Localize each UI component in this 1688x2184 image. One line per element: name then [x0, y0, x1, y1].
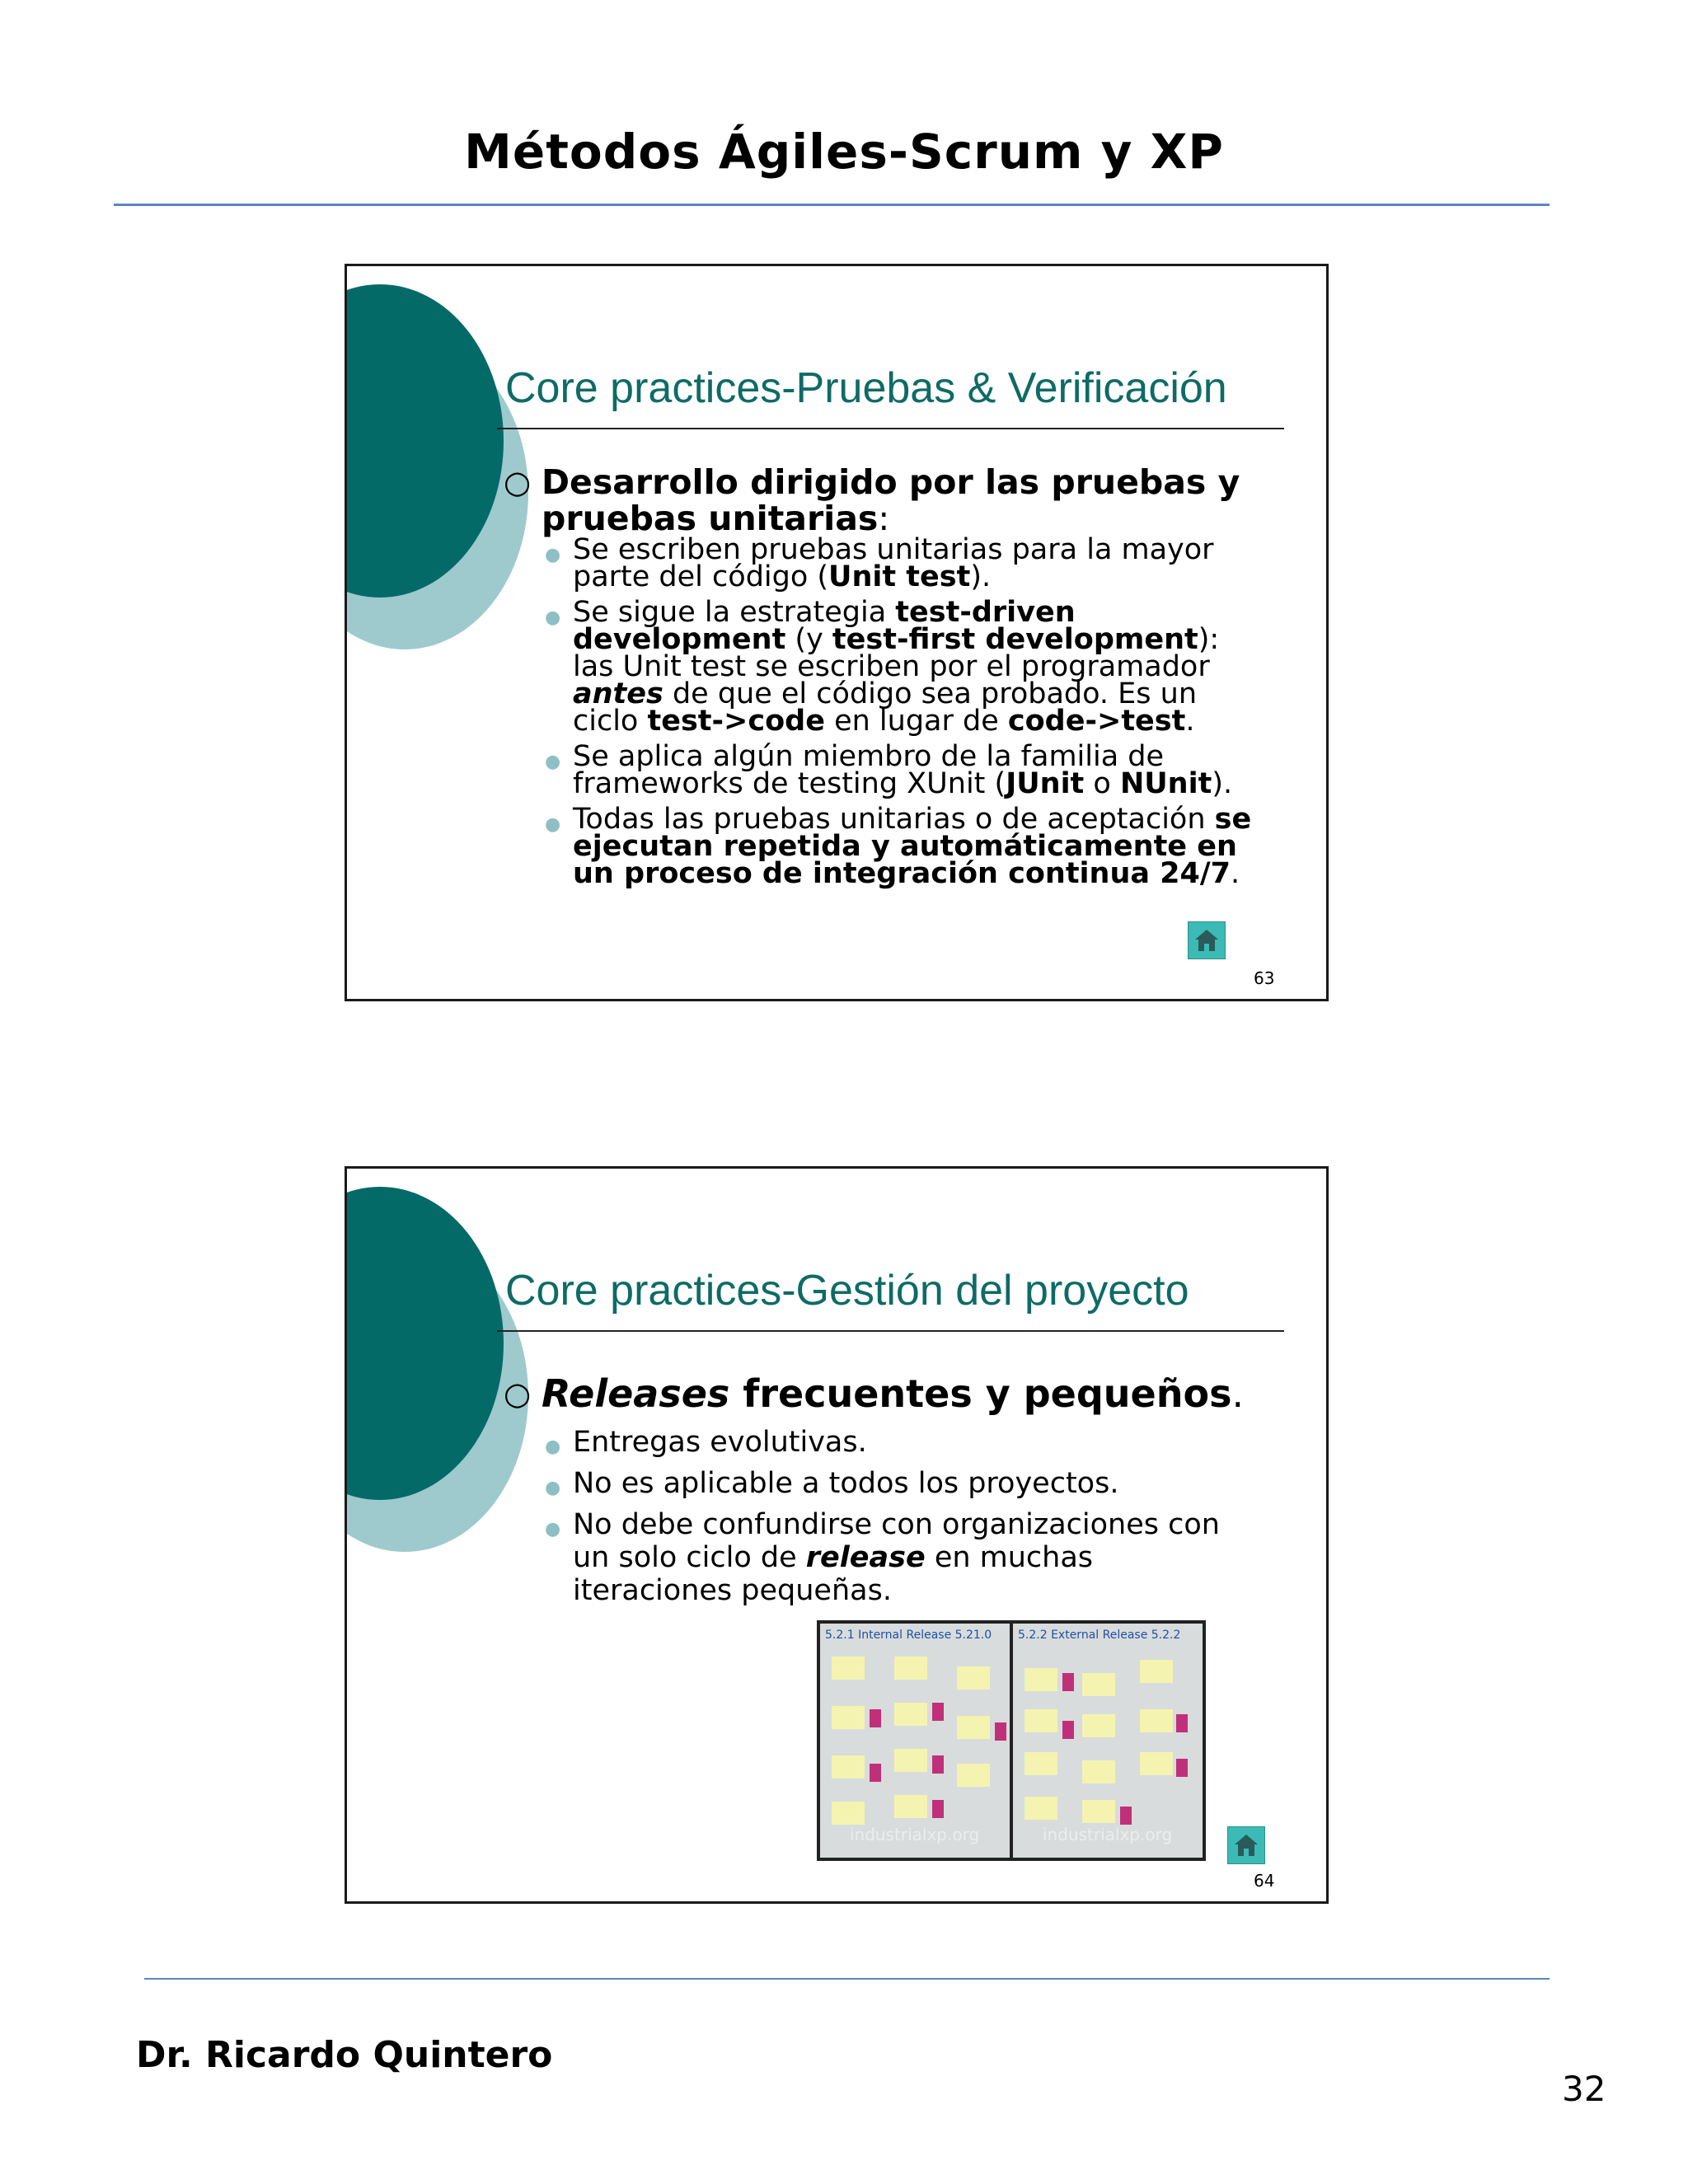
sub-bullet-list — [545, 533, 1254, 896]
sub-bullet-text: release — [805, 1541, 926, 1574]
slide-number: 63 — [1254, 968, 1275, 988]
main-bullet-text: Desarrollo dirigido por las pruebas y pruebas unitarias — [542, 462, 1240, 538]
sub-bullet-text: code->test — [1007, 705, 1186, 738]
header-divider — [114, 204, 1550, 206]
sub-bullet-text: Se aplica algún miembro de la familia de frameworks de testing XUnit ( — [573, 740, 1165, 800]
sub-bullet-text: test-driven development — [573, 596, 1076, 656]
sub-bullet — [545, 803, 1254, 890]
home-button[interactable] — [1188, 921, 1226, 959]
dot-bullet-icon: ● — [545, 1436, 561, 1457]
dot-bullet-icon: ● — [545, 1519, 561, 1540]
main-bullet-italic: Releases — [542, 1371, 730, 1416]
home-icon — [1233, 1832, 1259, 1858]
footer-divider — [144, 1978, 1550, 1980]
sub-bullet-text: test-first development — [832, 623, 1198, 656]
sub-bullet — [545, 740, 1254, 800]
sub-bullet-text: (y — [785, 623, 832, 656]
board-heading: 5.2.1 Internal Release 5.21.0 — [825, 1629, 992, 1642]
sub-bullet-text: antes — [573, 677, 663, 710]
slide-64 — [345, 1166, 1329, 1904]
release-boards-photo — [817, 1620, 1206, 1861]
dot-bullet-icon: ● — [545, 545, 561, 565]
board-heading: 5.2.2 External Release 5.2.2 — [1018, 1629, 1181, 1642]
slide-heading: Core practices-Pruebas & Verificación — [505, 364, 1227, 412]
watermark: industrialxp.org — [1043, 1825, 1173, 1844]
sub-bullet-text: ): las Unit test se escriben por el programador — [573, 623, 1220, 683]
slide-number: 64 — [1254, 1871, 1275, 1891]
sub-bullet-text: Entregas evolutivas. — [573, 1426, 867, 1459]
sub-bullet-text: No es aplicable a todos los proyectos. — [573, 1467, 1119, 1500]
sub-bullet-text: o — [1084, 767, 1120, 800]
sub-bullet — [545, 596, 1254, 738]
page-number: 32 — [1562, 2069, 1606, 2109]
sub-bullet-text: Unit test — [828, 560, 971, 593]
internal-release-board — [820, 1624, 1010, 1858]
sub-bullet-text: se ejecutan repetida y automáticamente en un proceso de integración continua 24/7 — [573, 803, 1252, 890]
slide-heading-rule — [497, 1330, 1284, 1332]
sub-bullet-text: de que el código sea probado. Es un ciclo — [573, 677, 1198, 738]
sub-bullet — [545, 1508, 1254, 1607]
main-bullet-suffix: . — [1231, 1371, 1245, 1416]
main-bullet-text: frecuentes y pequeños — [729, 1371, 1232, 1416]
page-title: Métodos Ágiles-Scrum y XP — [464, 124, 1224, 180]
main-bullet-suffix: : — [878, 499, 890, 538]
sub-bullet-list — [545, 1426, 1254, 1615]
sub-bullet-text: test->code — [647, 705, 825, 738]
slide-63 — [345, 264, 1329, 1001]
slide-heading-rule — [497, 428, 1284, 429]
dot-bullet-icon: ● — [545, 1478, 561, 1498]
dot-bullet-icon: ● — [545, 752, 561, 772]
home-button[interactable] — [1227, 1826, 1265, 1864]
sub-bullet — [545, 1426, 1254, 1459]
external-release-board — [1013, 1624, 1203, 1858]
sub-bullet — [545, 533, 1254, 593]
sub-bullet — [545, 1467, 1254, 1500]
watermark: industrialxp.org — [850, 1825, 980, 1844]
sub-bullet-text: ). — [970, 560, 992, 593]
sub-bullet-text: Todas las pruebas unitarias o de aceptación — [573, 803, 1215, 836]
sub-bullet-text: Se escriben pruebas unitarias para la mayor parte del código ( — [573, 533, 1214, 593]
home-icon — [1193, 927, 1220, 954]
sub-bullet-text: No debe confundirse con organizaciones con un solo ciclo de — [573, 1508, 1220, 1574]
sub-bullet-text: JUnit — [1006, 767, 1085, 800]
sub-bullet-text: Se sigue la estrategia — [573, 596, 896, 629]
circle-bullet-icon: ○ — [504, 1376, 532, 1412]
sub-bullet-text: NUnit — [1119, 767, 1212, 800]
circle-bullet-icon: ○ — [504, 464, 532, 500]
sub-bullet-text: . — [1185, 705, 1195, 738]
slide-heading: Core practices-Gestión del proyecto — [505, 1267, 1189, 1315]
dot-bullet-icon: ● — [545, 607, 561, 628]
dot-bullet-icon: ● — [545, 814, 561, 835]
sub-bullet-text: ). — [1212, 767, 1233, 800]
sub-bullet-text: en lugar de — [824, 705, 1008, 738]
sub-bullet-text: . — [1231, 857, 1240, 890]
sub-bullet-text: en muchas iteraciones pequeñas. — [573, 1541, 1094, 1607]
author-name: Dr. Ricardo Quintero — [136, 2034, 553, 2076]
